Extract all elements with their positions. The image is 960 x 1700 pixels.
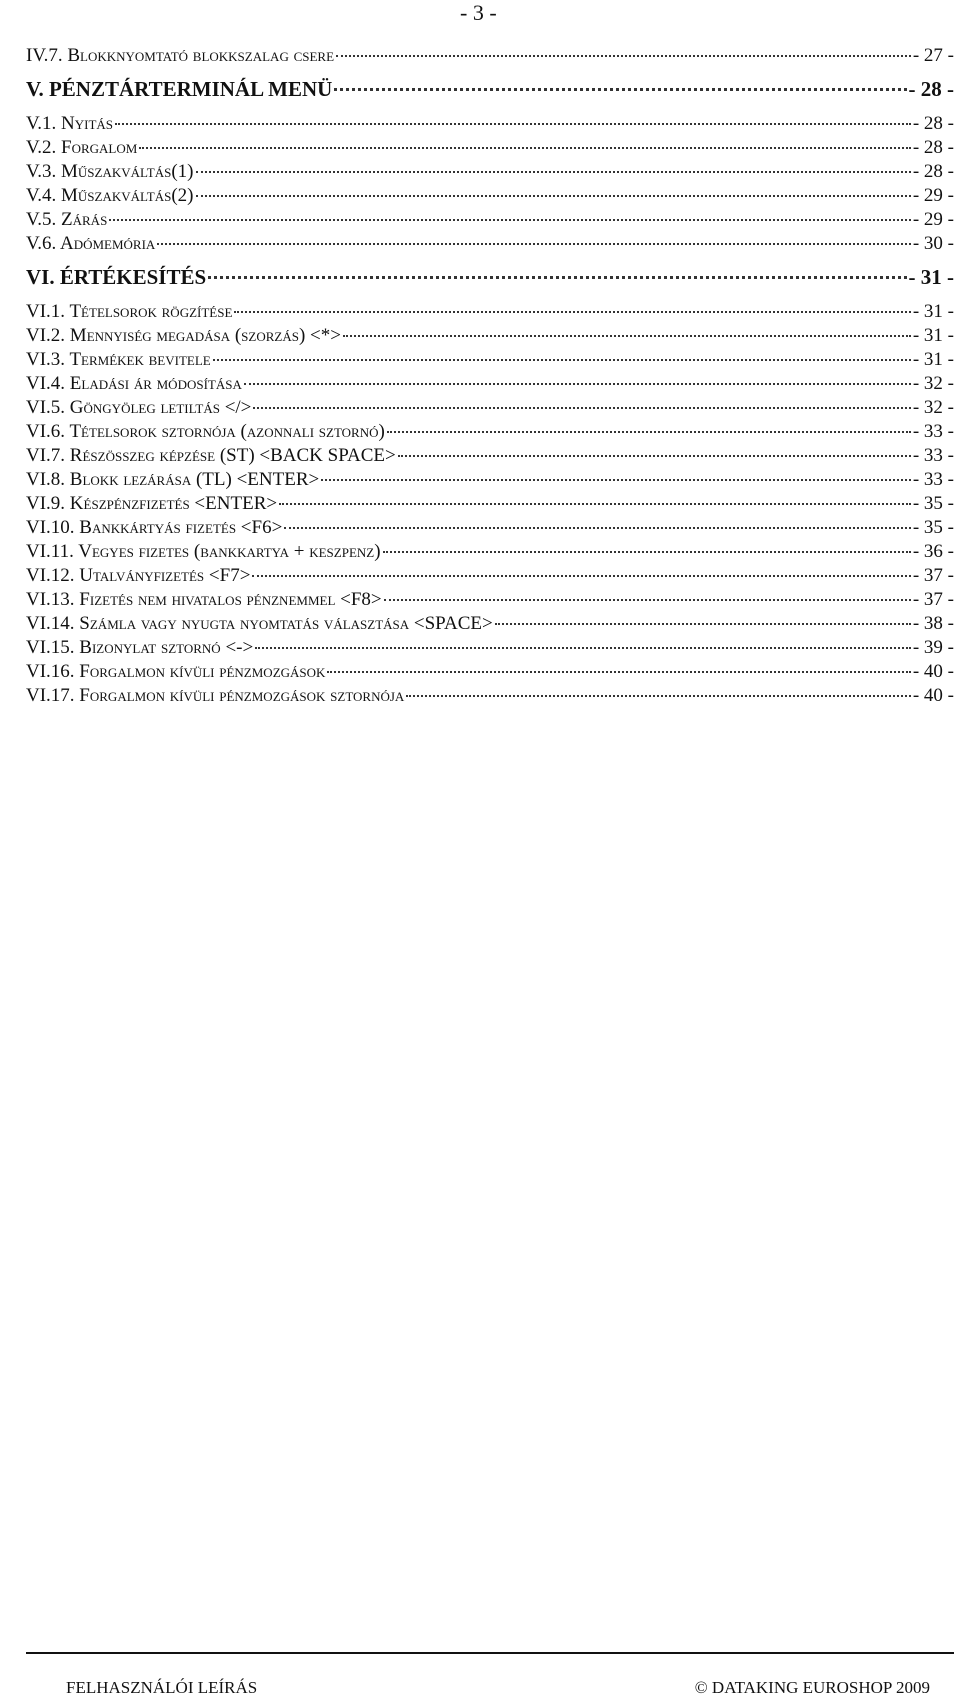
toc-section-title: VI. ÉRTÉKESÍTÉS bbox=[26, 265, 207, 289]
toc-leader-dots bbox=[406, 695, 911, 697]
toc-entry[interactable] bbox=[26, 208, 954, 232]
toc-entry-page: - 31 - bbox=[912, 325, 954, 346]
toc-leader-dots bbox=[255, 647, 911, 649]
toc-entry[interactable] bbox=[26, 444, 954, 468]
toc-entry-page: - 28 - bbox=[912, 113, 954, 134]
toc-section-page: - 31 - bbox=[908, 265, 954, 289]
toc-entry[interactable] bbox=[26, 300, 954, 324]
toc-entry-page: - 28 - bbox=[912, 137, 954, 158]
toc-leader-dots bbox=[196, 195, 911, 197]
toc-entry-page: - 27 - bbox=[912, 45, 954, 66]
toc-entry[interactable] bbox=[26, 44, 954, 68]
toc-entry-page: - 33 - bbox=[912, 469, 954, 490]
toc-entry[interactable] bbox=[26, 564, 954, 588]
toc-entry-page: - 40 - bbox=[912, 661, 954, 682]
toc-leader-dots bbox=[139, 147, 911, 149]
toc-entry-title: VI.8. Blokk lezárása (TL) <ENTER> bbox=[26, 469, 320, 490]
toc-entry-title: VI.14. Számla vagy nyugta nyomtatás választása <SPACE> bbox=[26, 613, 493, 634]
toc-leader-dots bbox=[398, 455, 911, 457]
toc-entry[interactable] bbox=[26, 372, 954, 396]
toc-entry-title: IV.7. Blokknyomtató blokkszalag csere bbox=[26, 45, 335, 66]
toc-leader-dots bbox=[495, 623, 911, 625]
toc-leader-dots bbox=[387, 431, 911, 433]
table-of-contents bbox=[26, 44, 954, 708]
toc-entry-title: V.3. Műszakváltás(1) bbox=[26, 161, 194, 182]
toc-entry-title: VI.7. Részösszeg képzése (ST) <BACK SPACE> bbox=[26, 445, 396, 466]
toc-entry-title: VI.1. Tételsorok rögzítése bbox=[26, 301, 233, 322]
toc-entry[interactable] bbox=[26, 516, 954, 540]
toc-entry-page: - 33 - bbox=[912, 445, 954, 466]
toc-entry-title: V.6. Adómemória bbox=[26, 233, 156, 254]
toc-leader-dots bbox=[252, 575, 910, 577]
toc-entry-page: - 31 - bbox=[912, 301, 954, 322]
toc-section[interactable] bbox=[26, 260, 954, 295]
toc-entry-title: V.4. Műszakváltás(2) bbox=[26, 185, 194, 206]
toc-entry-title: VI.9. Készpénzfizetés <ENTER> bbox=[26, 493, 278, 514]
toc-entry-title: V.5. Zárás bbox=[26, 209, 108, 230]
toc-entry[interactable] bbox=[26, 184, 954, 208]
toc-entry[interactable] bbox=[26, 420, 954, 444]
toc-entry-page: - 35 - bbox=[912, 493, 954, 514]
toc-leader-dots bbox=[383, 551, 911, 553]
toc-leader-dots bbox=[208, 276, 906, 279]
toc-entry-title: VI.12. Utalványfizetés <F7> bbox=[26, 565, 251, 586]
toc-entry-title: VI.6. Tételsorok sztornója (azonnali sztornó) bbox=[26, 421, 385, 442]
toc-leader-dots bbox=[327, 671, 910, 673]
toc-entry-title: VI.3. Termékek bevitele bbox=[26, 349, 211, 370]
toc-leader-dots bbox=[321, 479, 911, 481]
toc-entry[interactable] bbox=[26, 684, 954, 708]
toc-entry-page: - 38 - bbox=[912, 613, 954, 634]
toc-entry[interactable] bbox=[26, 612, 954, 636]
toc-entry[interactable] bbox=[26, 160, 954, 184]
toc-leader-dots bbox=[279, 503, 911, 505]
toc-entry[interactable] bbox=[26, 396, 954, 420]
toc-entry-title: VI.17. Forgalmon kívüli pénzmozgások sztornója bbox=[26, 685, 405, 706]
footer-copyright: © DATAKING EUROSHOP 2009 bbox=[694, 1678, 930, 1697]
toc-entry[interactable] bbox=[26, 492, 954, 516]
page-number: - 3 - bbox=[460, 0, 497, 25]
toc-leader-dots bbox=[336, 55, 911, 57]
toc-leader-dots bbox=[157, 243, 911, 245]
toc-entry-title: VI.4. Eladási ár módosítása bbox=[26, 373, 242, 394]
footer-document-title: FELHASZNÁLÓI LEÍRÁS bbox=[66, 1678, 258, 1697]
toc-entry-title: VI.10. Bankkártyás fizetés <F6> bbox=[26, 517, 283, 538]
toc-entry-page: - 29 - bbox=[912, 209, 954, 230]
footer-divider bbox=[26, 1652, 954, 1654]
toc-section[interactable] bbox=[26, 72, 954, 107]
toc-entry-page: - 37 - bbox=[912, 565, 954, 586]
toc-entry-page: - 31 - bbox=[912, 349, 954, 370]
toc-entry-page: - 30 - bbox=[912, 233, 954, 254]
toc-entry-title: VI.15. Bizonylat sztornó <-> bbox=[26, 637, 254, 658]
toc-entry-title: VI.2. Mennyiség megadása (szorzás) <*> bbox=[26, 325, 341, 346]
toc-entry[interactable] bbox=[26, 348, 954, 372]
toc-entry[interactable] bbox=[26, 636, 954, 660]
toc-entry[interactable] bbox=[26, 660, 954, 684]
toc-entry-page: - 35 - bbox=[912, 517, 954, 538]
toc-entry-title: VI.11. Vegyes fizetes (bankkartya + keszpenz) bbox=[26, 541, 381, 562]
toc-entry-page: - 28 - bbox=[912, 161, 954, 182]
toc-entry-title: VI.13. Fizetés nem hivatalos pénznemmel <F8> bbox=[26, 589, 382, 610]
toc-section-page: - 28 - bbox=[908, 77, 954, 101]
toc-entry[interactable] bbox=[26, 324, 954, 348]
toc-entry[interactable] bbox=[26, 232, 954, 256]
toc-entry[interactable] bbox=[26, 468, 954, 492]
toc-entry[interactable] bbox=[26, 540, 954, 564]
toc-entry-page: - 37 - bbox=[912, 589, 954, 610]
toc-entry-title: VI.16. Forgalmon kívüli pénzmozgások bbox=[26, 661, 326, 682]
toc-entry-page: - 32 - bbox=[912, 373, 954, 394]
toc-entry-page: - 33 - bbox=[912, 421, 954, 442]
toc-leader-dots bbox=[343, 335, 911, 337]
toc-entry[interactable] bbox=[26, 588, 954, 612]
toc-entry-page: - 32 - bbox=[912, 397, 954, 418]
toc-leader-dots bbox=[196, 171, 911, 173]
toc-leader-dots bbox=[213, 359, 911, 361]
toc-entry-page: - 40 - bbox=[912, 685, 954, 706]
toc-entry-title: V.2. Forgalom bbox=[26, 137, 138, 158]
toc-leader-dots bbox=[284, 527, 911, 529]
toc-section-title: V. PÉNZTÁRTERMINÁL MENÜ bbox=[26, 77, 333, 101]
toc-leader-dots bbox=[384, 599, 911, 601]
toc-entry-page: - 29 - bbox=[912, 185, 954, 206]
toc-entry[interactable] bbox=[26, 112, 954, 136]
toc-entry[interactable] bbox=[26, 136, 954, 160]
toc-leader-dots bbox=[115, 123, 911, 125]
toc-leader-dots bbox=[109, 219, 911, 221]
toc-entry-title: V.1. Nyitás bbox=[26, 113, 114, 134]
toc-entry-page: - 36 - bbox=[912, 541, 954, 562]
toc-entry-title: VI.5. Göngyöleg letiltás </> bbox=[26, 397, 252, 418]
toc-leader-dots bbox=[253, 407, 910, 409]
toc-leader-dots bbox=[334, 88, 906, 91]
toc-leader-dots bbox=[234, 311, 910, 313]
toc-leader-dots bbox=[244, 383, 911, 385]
toc-entry-page: - 39 - bbox=[912, 637, 954, 658]
